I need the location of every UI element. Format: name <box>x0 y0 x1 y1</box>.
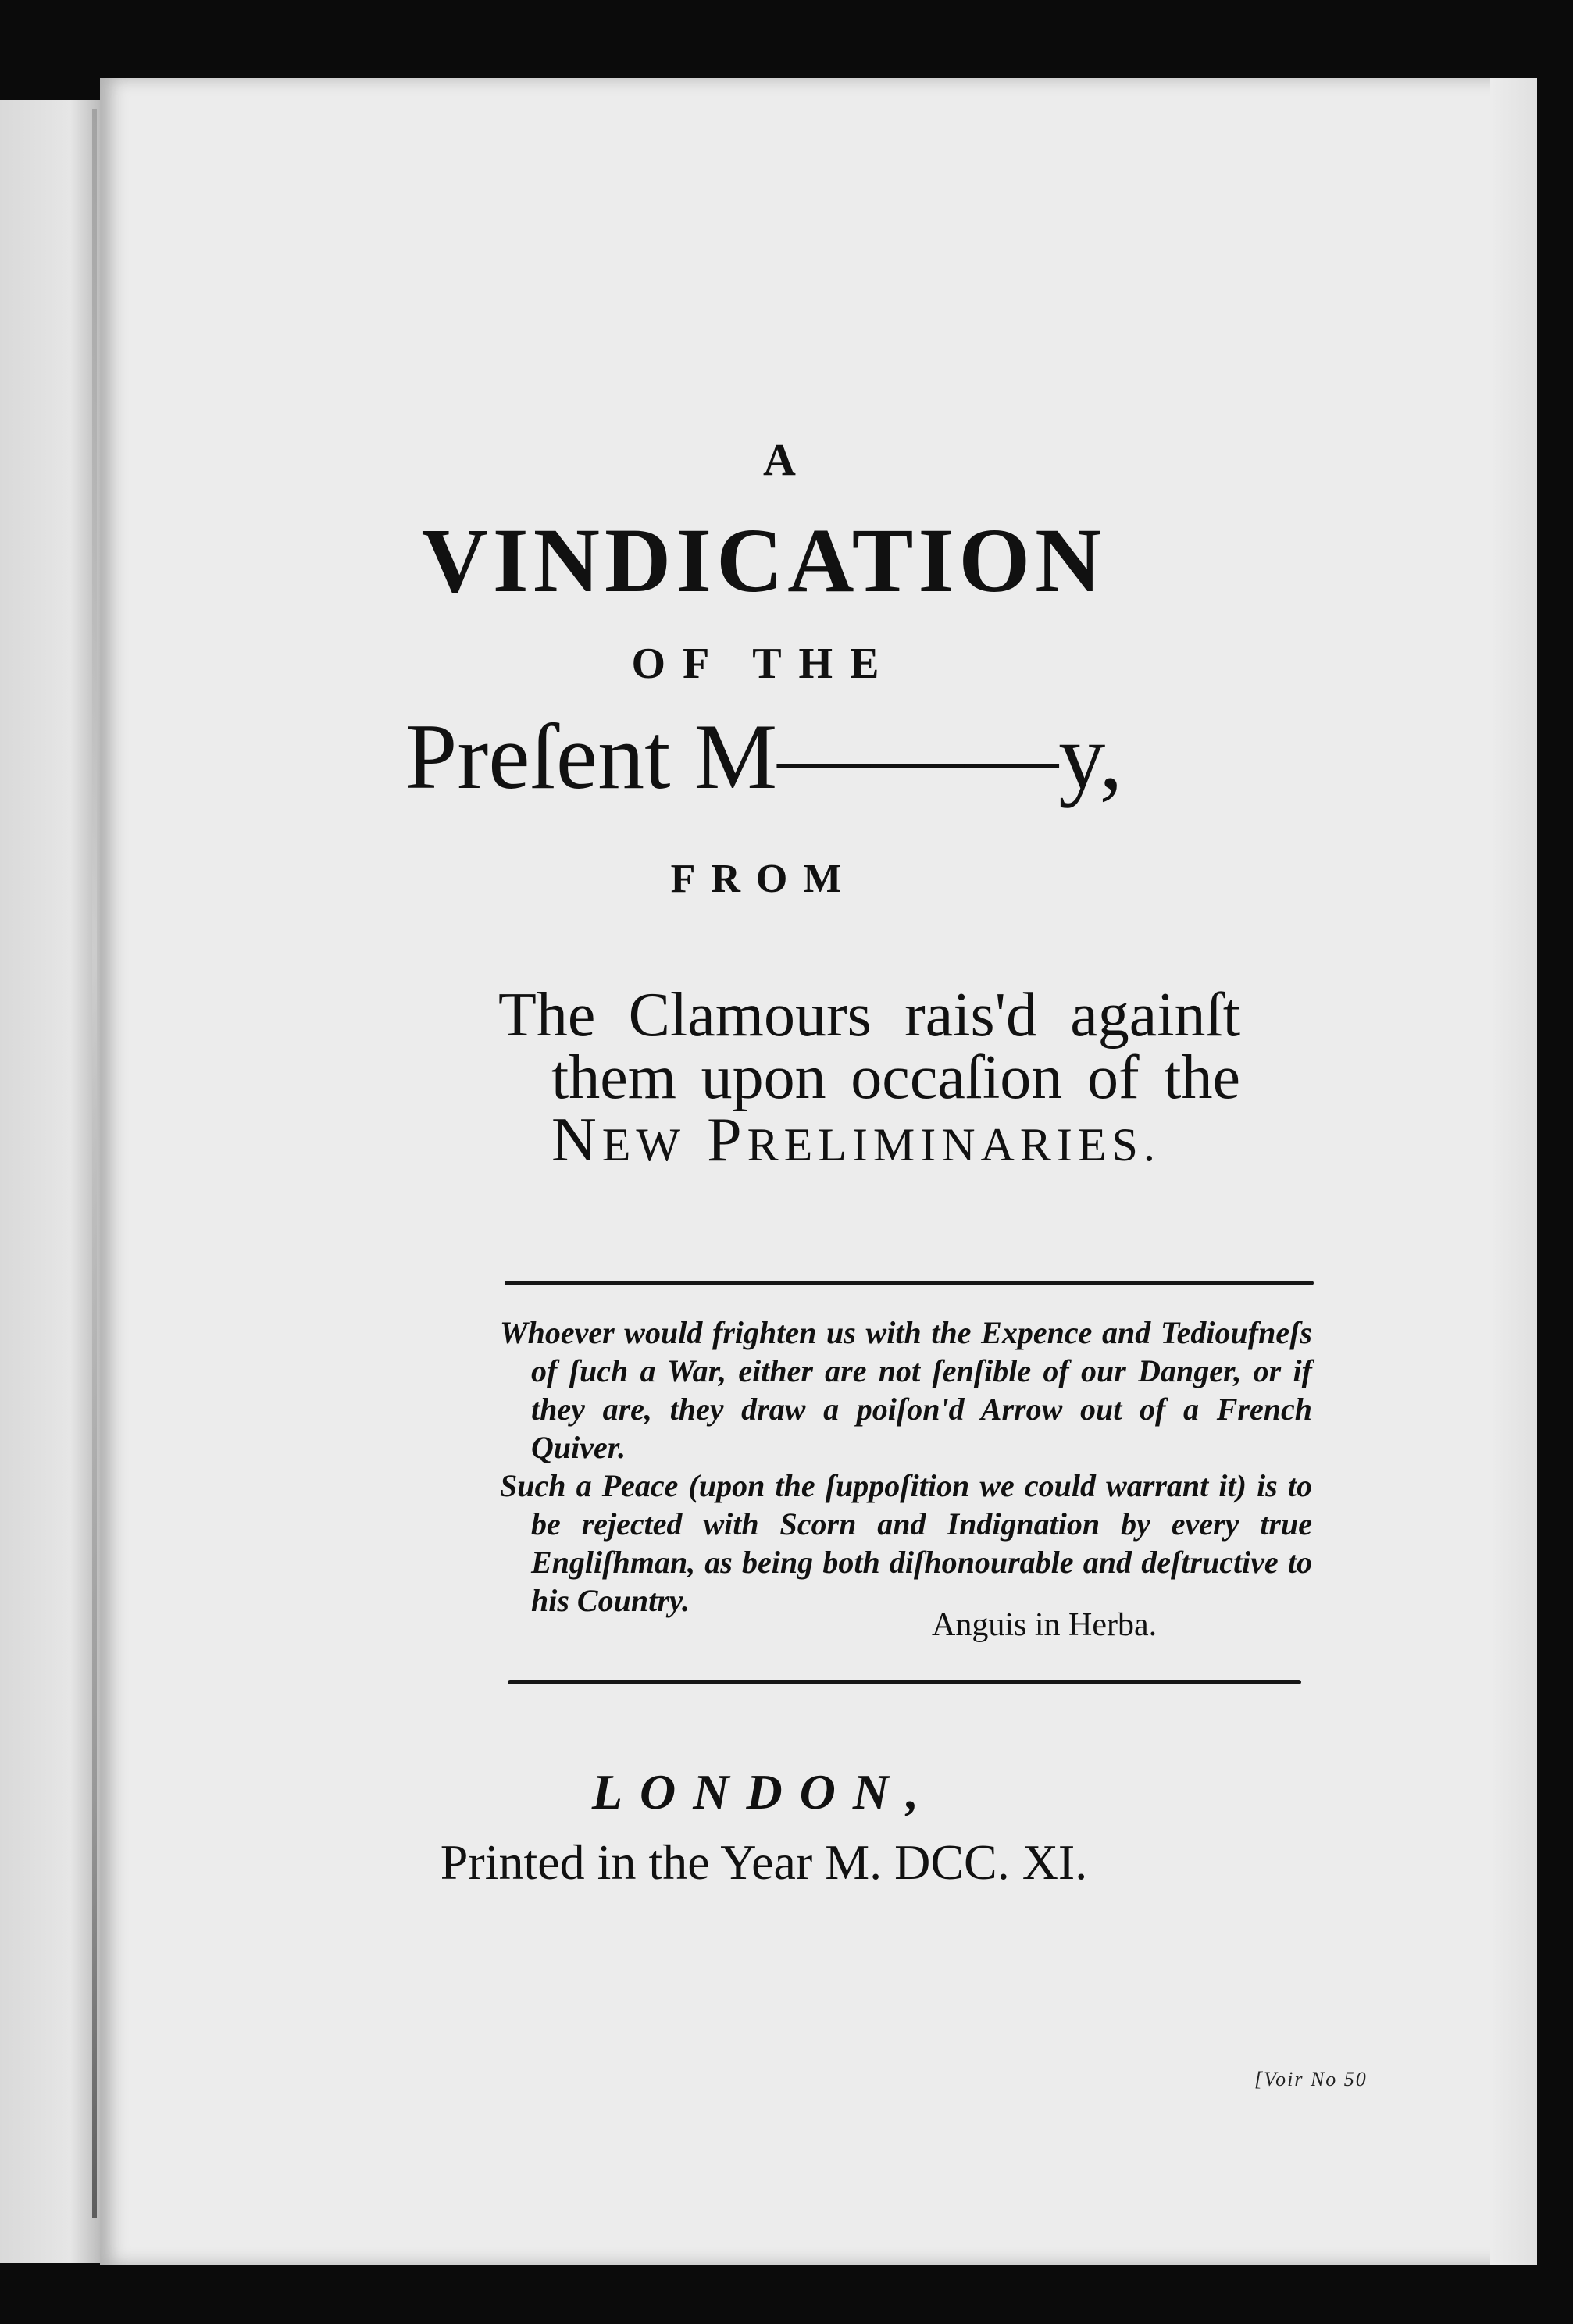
clamours-line-2: them upon occaſion of the <box>551 1043 1240 1112</box>
title-clamours-block <box>498 981 1240 1176</box>
title-page <box>100 78 1537 2265</box>
new-rest: EW <box>601 1119 687 1171</box>
imprint-city: LONDON, <box>591 1764 936 1820</box>
main-title: VINDICATION <box>421 509 1107 611</box>
prelim-initial: P <box>707 1106 747 1174</box>
title-of-the: OF THE <box>631 640 897 688</box>
title-article: A <box>763 434 796 485</box>
bottom-rule <box>508 1680 1301 1684</box>
book-gutter <box>92 109 97 2218</box>
imprint-date: Printed in the Year M. DCC. XI. <box>440 1834 1088 1890</box>
epigraph-attribution: Anguis in Herba. <box>932 1607 1157 1643</box>
epigraph <box>500 1313 1312 1620</box>
title-from: FROM <box>670 857 858 901</box>
prelim-rest: RELIMINARIES. <box>747 1119 1161 1171</box>
clamours-line-1: The Clamours rais'd againſt <box>498 981 1240 1050</box>
epigraph-paragraph-2: Such a Peace (upon the ſuppoſition we could warrant it) is to be rejected with Scorn and Indignation by every true Engliſhman, as being both diſhonourable and deſtructive to his Country. <box>500 1468 1312 1618</box>
page-edge <box>1490 78 1537 2265</box>
new-preliminaries <box>498 1106 1240 1176</box>
title-subject: Preſent M———y, <box>405 704 1123 808</box>
epigraph-paragraph-1: Whoever would frighten us with the Expence and Tedioufneſs of ſuch a War, either are not ſenſible of our Danger, or if they are, they draw a poiſon'd Arrow out of a French Quiver. <box>500 1315 1312 1465</box>
top-rule <box>505 1281 1314 1285</box>
catalog-note: [Voir No 50 <box>1254 2068 1368 2091</box>
new-initial: N <box>551 1106 602 1174</box>
